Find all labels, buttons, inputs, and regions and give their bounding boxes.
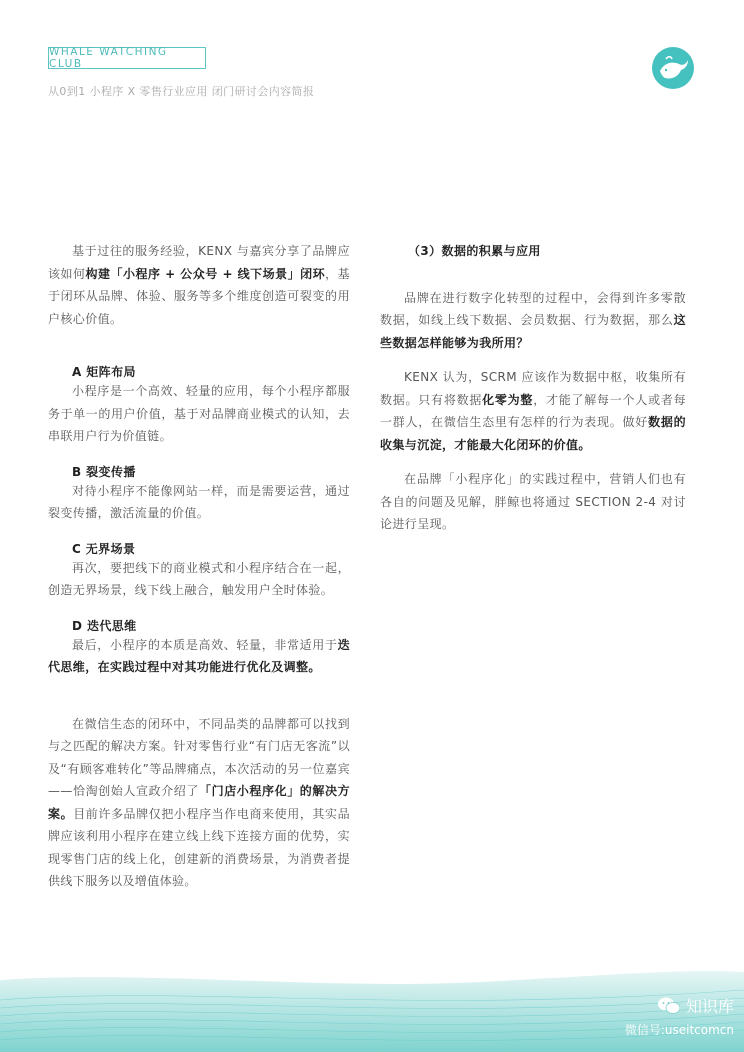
wechat-icon: [658, 997, 680, 1015]
right-paragraph: [380, 468, 686, 536]
section-list: [48, 364, 350, 679]
body-text: 目前许多品牌仅把小程序当作电商来使用，其实品牌应该利用小程序在建立线上线下连接方面的优势，实现零售门店的线上化，创建新的消费场景，为消费者提供线下服务以及增值体验。: [48, 806, 350, 888]
body-text: 对待小程序不能像网站一样，而是需要运营，通过裂变传播，激活流量的价值。: [48, 483, 350, 520]
intro-paragraph: [48, 240, 350, 330]
emphasis-text: 「门店小程序化」的解决方案。: [48, 784, 350, 821]
section-block: [48, 364, 350, 448]
section-body: [48, 480, 350, 525]
emphasis-text: 化零为整: [482, 392, 534, 407]
section-block: [48, 541, 350, 602]
emphasis-text: 数据的收集与沉淀，才能最大化闭环的价值。: [380, 415, 687, 452]
section-heading: B 裂变传播: [72, 464, 136, 479]
right-paragraph: [380, 366, 686, 456]
emphasis-text: 这些数据怎样能够为我所用？: [380, 313, 686, 350]
emphasis-text: 迭代思维，在实践过程中对其功能进行优化及调整。: [48, 637, 350, 674]
body-text: 品牌在进行数字化转型的过程中，会得到许多零散数据，如线上线下数据、会员数据、行为数据，那么: [380, 290, 686, 327]
watermark-title: 知识库: [685, 997, 734, 1016]
body-text: ，才能了解每一个人或者每一群人，在微信生态里有怎样的行为表现。做好: [380, 392, 686, 429]
body-text: 再次，要把线下的商业模式和小程序结合在一起，创造无界场景，线下线上融合，触发用户全时体验。: [48, 560, 350, 597]
body-text: 基于过往的服务经验，KENX 与嘉宾分享了品牌应该如何: [48, 244, 350, 281]
body-text: 在品牌「小程序化」的实践过程中，营销人们也有各自的问题及见解，胖鲸也将通过 SECTION 2-4 对讨论进行呈现。: [380, 472, 686, 531]
page-subtitle: 从0到1 小程序 X 零售行业应用 闭门研讨会内容简报: [48, 85, 315, 98]
body-text: 最后，小程序的本质是高效、轻量，非常适用于: [72, 637, 338, 652]
section-block: [48, 618, 350, 679]
section-block: [48, 464, 350, 525]
section-heading: C 无界场景: [72, 541, 136, 556]
left-column: [48, 240, 350, 893]
right-paragraph: [380, 287, 686, 355]
body-text: KENX 认为，SCRM 应该作为数据中枢，收集所有数据。只有将数据: [380, 370, 686, 407]
emphasis-text: 构建「小程序 + 公众号 + 线下场景」闭环: [85, 266, 326, 281]
body-text: ，基于闭环从品牌、体验、服务等多个维度创造可裂变的用户核心价值。: [48, 266, 350, 326]
right-paragraphs: [380, 287, 686, 536]
body-text: 在微信生态的闭环中，不同品类的品牌都可以找到与之匹配的解决方案。针对零售行业“有门店无客流”以及“有顾客难转化”等品牌痛点，本次活动的另一位嘉宾——恰淘创始人宣政介绍了: [48, 716, 350, 798]
section-heading: D 迭代思维: [72, 618, 137, 633]
watermark-subtitle: 微信号:useitcomcn: [624, 1023, 734, 1037]
closing-paragraph: [48, 713, 350, 893]
right-column: [380, 240, 686, 536]
right-heading: （3）数据的积累与应用: [408, 244, 541, 258]
whale-logo-icon: [652, 47, 694, 89]
section-body: [48, 634, 350, 679]
watermark: [625, 994, 734, 1038]
body-text: 小程序是一个高效、轻量的应用，每个小程序都服务于单一的用户价值，基于对品牌商业模式的认知，去串联用户行为价值链。: [48, 384, 350, 443]
section-body: [48, 557, 350, 602]
section-body: [48, 380, 350, 448]
section-heading: A 矩阵布局: [72, 365, 136, 379]
brand-label: WHALE WATCHING CLUB: [48, 47, 206, 69]
